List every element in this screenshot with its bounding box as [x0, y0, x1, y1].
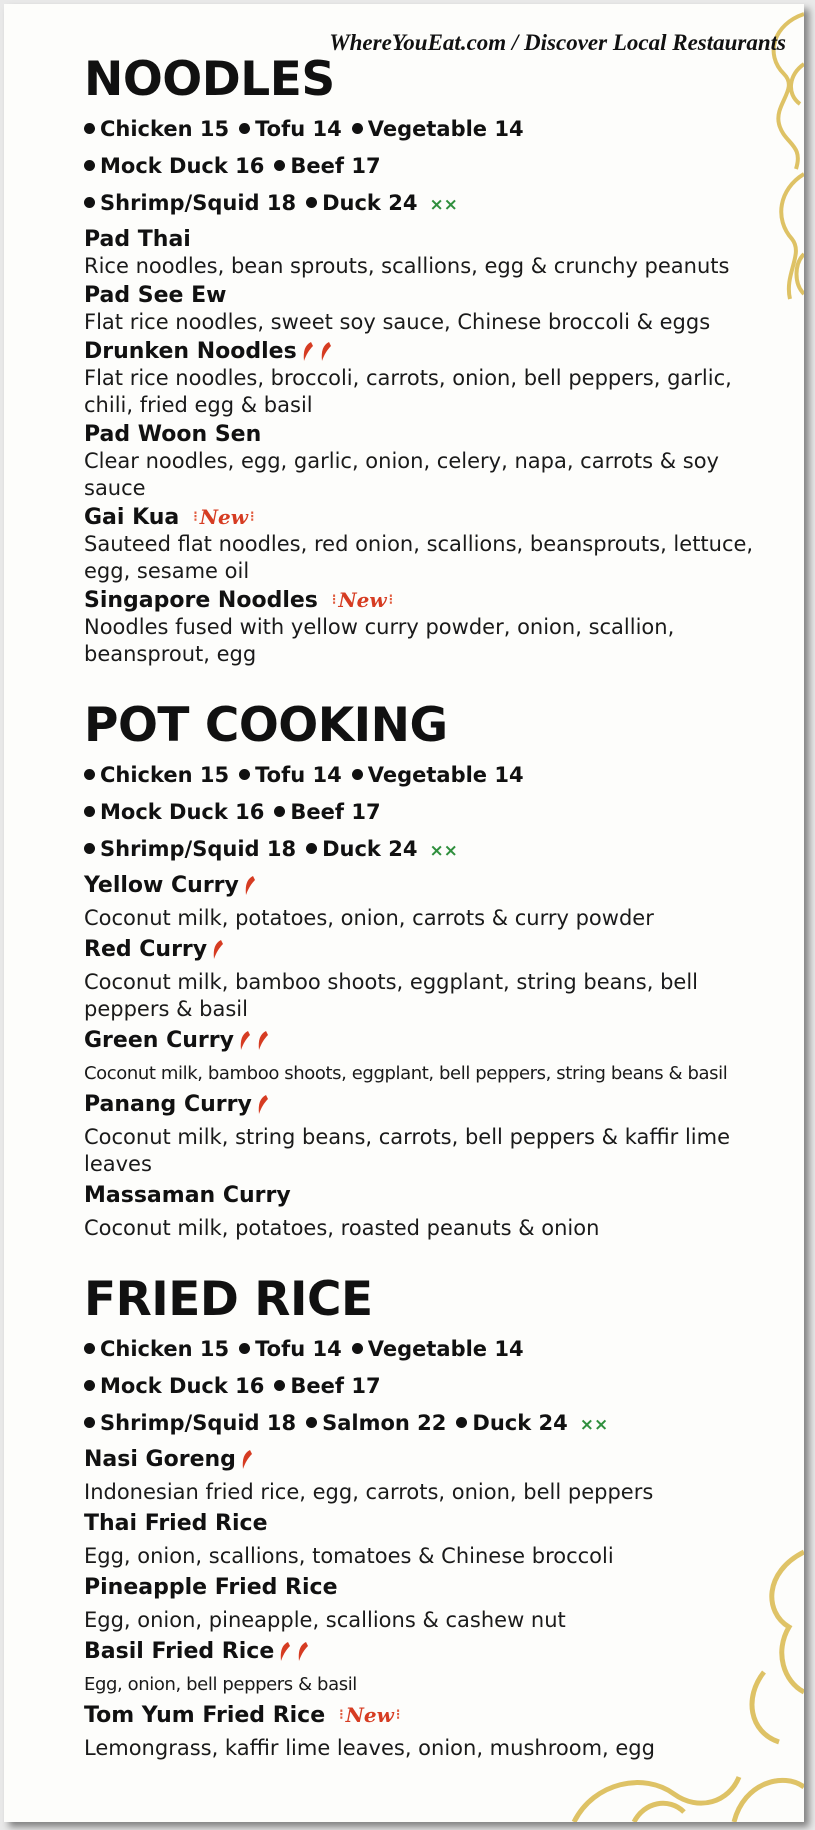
- dish-name-text: Panang Curry: [84, 1092, 252, 1117]
- menu-item: [84, 282, 784, 336]
- price-line: [84, 148, 784, 185]
- new-label: New: [199, 505, 248, 529]
- dish-description: Egg, onion, bell peppers & basil: [84, 1674, 357, 1695]
- price-line: [84, 1405, 784, 1444]
- dish-description: Coconut milk, bamboo shoots, eggplant, string beans, bell peppers & basil: [84, 970, 699, 1021]
- new-badge: [330, 587, 395, 614]
- chili-pepper-icon: [296, 1641, 310, 1663]
- price-item: [352, 763, 524, 787]
- new-label: New: [345, 1703, 394, 1727]
- price-text: Vegetable 14: [367, 763, 524, 787]
- dish-name: [84, 587, 784, 614]
- dish-description: Noodles fused with yellow curry powder, onion, scallion, beansprout, egg: [84, 615, 675, 666]
- chili-pepper-icon: [238, 1030, 252, 1052]
- bullet-dot-icon: [274, 806, 285, 817]
- price-item: [306, 1411, 446, 1435]
- bullet-dot-icon: [84, 123, 95, 134]
- menu-item: [84, 1027, 784, 1087]
- price-item: [84, 1411, 296, 1435]
- chili-pepper-icon: [301, 341, 315, 363]
- price-line: [84, 757, 784, 794]
- price-line: [84, 794, 784, 831]
- menu-item: [84, 338, 784, 419]
- price-item: [84, 154, 264, 178]
- dish-name-text: Red Curry: [84, 937, 208, 962]
- menu-item: [84, 1702, 784, 1762]
- spark-icon: ⁝: [395, 1707, 401, 1723]
- dish-description: Egg, onion, pineapple, scallions & cashew nut: [84, 1608, 566, 1632]
- price-text: Duck 24: [322, 191, 418, 215]
- price-item: [456, 1411, 567, 1435]
- menu-section-pot-cooking: [84, 698, 784, 1242]
- dish-name: [84, 1091, 784, 1118]
- price-item: [274, 800, 380, 824]
- dish-description: Flat rice noodles, broccoli, carrots, onion, bell peppers, garlic, chili, fried egg & basil: [84, 366, 732, 417]
- price-text: Beef 17: [290, 154, 381, 178]
- dish-description: Coconut milk, potatoes, roasted peanuts & onion: [84, 1216, 600, 1240]
- price-text: Vegetable 14: [367, 117, 524, 141]
- menu-item: [84, 1638, 784, 1698]
- dish-name-text: Singapore Noodles: [84, 588, 318, 613]
- price-item: [239, 117, 342, 141]
- dish-name: [84, 1702, 784, 1729]
- dish-name-text: Drunken Noodles: [84, 339, 297, 364]
- price-text: Shrimp/Squid 18: [100, 837, 297, 861]
- dish-name-text: Pineapple Fried Rice: [84, 1575, 338, 1600]
- dish-name: [84, 1182, 784, 1209]
- spark-icon: ⁝: [331, 592, 337, 608]
- xx-mark: ××: [579, 1415, 609, 1435]
- price-item: [84, 1337, 229, 1361]
- price-item: [352, 117, 524, 141]
- bullet-dot-icon: [84, 843, 95, 854]
- dish-name-text: Green Curry: [84, 1028, 234, 1053]
- price-item: [84, 800, 264, 824]
- dish-name: [84, 936, 784, 963]
- dish-description: Sauteed flat noodles, red onion, scallions, beansprouts, lettuce, egg, sesame oil: [84, 532, 754, 583]
- price-line: [84, 831, 784, 870]
- dish-name-text: Pad Thai: [84, 227, 191, 252]
- price-item: [239, 763, 342, 787]
- bullet-dot-icon: [352, 769, 363, 780]
- dish-description: Flat rice noodles, sweet soy sauce, Chinese broccoli & eggs: [84, 310, 711, 334]
- dish-name: [84, 1574, 784, 1601]
- price-item: [274, 154, 380, 178]
- menu-section-noodles: [84, 52, 784, 668]
- price-text: Tofu 14: [255, 763, 342, 787]
- dish-description: Clear noodles, egg, garlic, onion, celery, napa, carrots & soy sauce: [84, 449, 719, 500]
- dish-name-text: Nasi Goreng: [84, 1447, 236, 1472]
- menu-item: [84, 504, 784, 585]
- chili-pepper-icon: [256, 1030, 270, 1052]
- dish-description: Coconut milk, string beans, carrots, bell peppers & kaffir lime leaves: [84, 1125, 731, 1176]
- dish-name: [84, 1446, 784, 1473]
- price-text: Duck 24: [472, 1411, 568, 1435]
- dish-name: [84, 872, 784, 899]
- menu-item: [84, 1182, 784, 1242]
- price-text: Vegetable 14: [367, 1337, 524, 1361]
- bullet-dot-icon: [306, 843, 317, 854]
- dish-name-text: Basil Fried Rice: [84, 1639, 275, 1664]
- menu-item: [84, 1510, 784, 1570]
- spark-icon: ⁝: [193, 509, 198, 525]
- dish-name: [84, 421, 784, 448]
- price-item: [84, 763, 229, 787]
- dish-description: Coconut milk, potatoes, onion, carrots & curry powder: [84, 906, 654, 930]
- price-line: [84, 1331, 784, 1368]
- price-text: Salmon 22: [322, 1411, 447, 1435]
- price-line: [84, 1368, 784, 1405]
- section-title: FRIED RICE: [84, 1272, 373, 1327]
- dish-description: Coconut milk, bamboo shoots, eggplant, bell peppers, string beans & basil: [84, 1063, 728, 1084]
- price-text: Shrimp/Squid 18: [100, 1411, 297, 1435]
- dish-name: [84, 338, 784, 365]
- bullet-dot-icon: [306, 197, 317, 208]
- bullet-dot-icon: [84, 160, 95, 171]
- bullet-dot-icon: [84, 1380, 95, 1391]
- price-item: [84, 191, 296, 215]
- bullet-dot-icon: [274, 160, 285, 171]
- spark-icon: ⁝: [388, 592, 394, 608]
- price-item: [84, 837, 296, 861]
- price-text: Tofu 14: [255, 117, 342, 141]
- bullet-dot-icon: [239, 123, 250, 134]
- dish-name-text: Gai Kua: [84, 505, 180, 530]
- menu-item: [84, 872, 784, 932]
- price-text: Beef 17: [290, 1374, 381, 1398]
- bullet-dot-icon: [84, 197, 95, 208]
- dish-name-text: Tom Yum Fried Rice: [84, 1703, 326, 1728]
- price-text: Beef 17: [290, 800, 381, 824]
- price-item: [306, 837, 417, 861]
- site-header: WhereYouEat.com / Discover Local Restaurants: [329, 30, 786, 55]
- dish-name-text: Thai Fried Rice: [84, 1511, 268, 1536]
- dish-name: [84, 1027, 784, 1054]
- bullet-dot-icon: [352, 123, 363, 134]
- dish-name: [84, 1510, 784, 1537]
- bullet-dot-icon: [306, 1417, 317, 1428]
- menu-item: [84, 587, 784, 668]
- xx-mark: ××: [429, 195, 458, 215]
- price-text: Mock Duck 16: [100, 1374, 265, 1398]
- price-text: Mock Duck 16: [100, 800, 265, 824]
- spark-icon: ⁝: [339, 1707, 344, 1723]
- bullet-dot-icon: [84, 1343, 95, 1354]
- chili-pepper-icon: [319, 341, 333, 363]
- chili-pepper-icon: [243, 875, 257, 897]
- price-item: [352, 1337, 524, 1361]
- price-item: [274, 1374, 380, 1398]
- new-badge: [191, 504, 256, 531]
- bullet-dot-icon: [84, 806, 95, 817]
- section-title: NOODLES: [84, 52, 335, 107]
- menu-page: [4, 4, 804, 1822]
- price-text: Chicken 15: [100, 1337, 230, 1361]
- menu-item: [84, 936, 784, 1023]
- bullet-dot-icon: [84, 769, 95, 780]
- dish-name: [84, 282, 784, 309]
- dish-name: [84, 504, 784, 531]
- price-line: [84, 185, 784, 224]
- menu-item: [84, 421, 784, 502]
- menu-item: [84, 1574, 784, 1634]
- dish-name-text: Yellow Curry: [84, 873, 239, 898]
- chili-pepper-icon: [240, 1449, 254, 1471]
- bullet-dot-icon: [239, 1343, 250, 1354]
- dish-description: Rice noodles, bean sprouts, scallions, egg & crunchy peanuts: [84, 254, 730, 278]
- bullet-dot-icon: [352, 1343, 363, 1354]
- new-label: New: [338, 588, 387, 612]
- price-text: Mock Duck 16: [100, 154, 265, 178]
- price-line: [84, 111, 784, 148]
- dish-name-text: Pad Woon Sen: [84, 422, 262, 447]
- price-item: [84, 117, 229, 141]
- dish-description: Lemongrass, kaffir lime leaves, onion, mushroom, egg: [84, 1736, 655, 1760]
- bullet-dot-icon: [84, 1417, 95, 1428]
- dish-name: [84, 1638, 784, 1665]
- new-badge: [337, 1702, 402, 1729]
- bullet-dot-icon: [456, 1417, 467, 1428]
- chili-pepper-icon: [278, 1641, 292, 1663]
- section-title: POT COOKING: [84, 698, 448, 753]
- price-item: [239, 1337, 342, 1361]
- price-text: Tofu 14: [255, 1337, 342, 1361]
- dish-name: [84, 226, 784, 253]
- chili-pepper-icon: [211, 939, 225, 961]
- dish-description: Egg, onion, scallions, tomatoes & Chinese broccoli: [84, 1544, 614, 1568]
- menu-section-fried-rice: [84, 1272, 784, 1762]
- menu-item: [84, 226, 784, 280]
- dish-name-text: Massaman Curry: [84, 1183, 291, 1208]
- menu-item: [84, 1446, 784, 1506]
- xx-mark: ××: [429, 841, 458, 861]
- price-item: [84, 1374, 264, 1398]
- bullet-dot-icon: [274, 1380, 285, 1391]
- price-text: Duck 24: [322, 837, 418, 861]
- price-text: Shrimp/Squid 18: [100, 191, 297, 215]
- menu-content: [84, 52, 784, 1766]
- price-text: Chicken 15: [100, 763, 230, 787]
- dish-description: Indonesian fried rice, egg, carrots, onion, bell peppers: [84, 1480, 654, 1504]
- chili-pepper-icon: [256, 1094, 270, 1116]
- price-text: Chicken 15: [100, 117, 230, 141]
- bullet-dot-icon: [239, 769, 250, 780]
- dish-name-text: Pad See Ew: [84, 283, 227, 308]
- price-item: [306, 191, 417, 215]
- menu-item: [84, 1091, 784, 1178]
- spark-icon: ⁝: [249, 509, 255, 525]
